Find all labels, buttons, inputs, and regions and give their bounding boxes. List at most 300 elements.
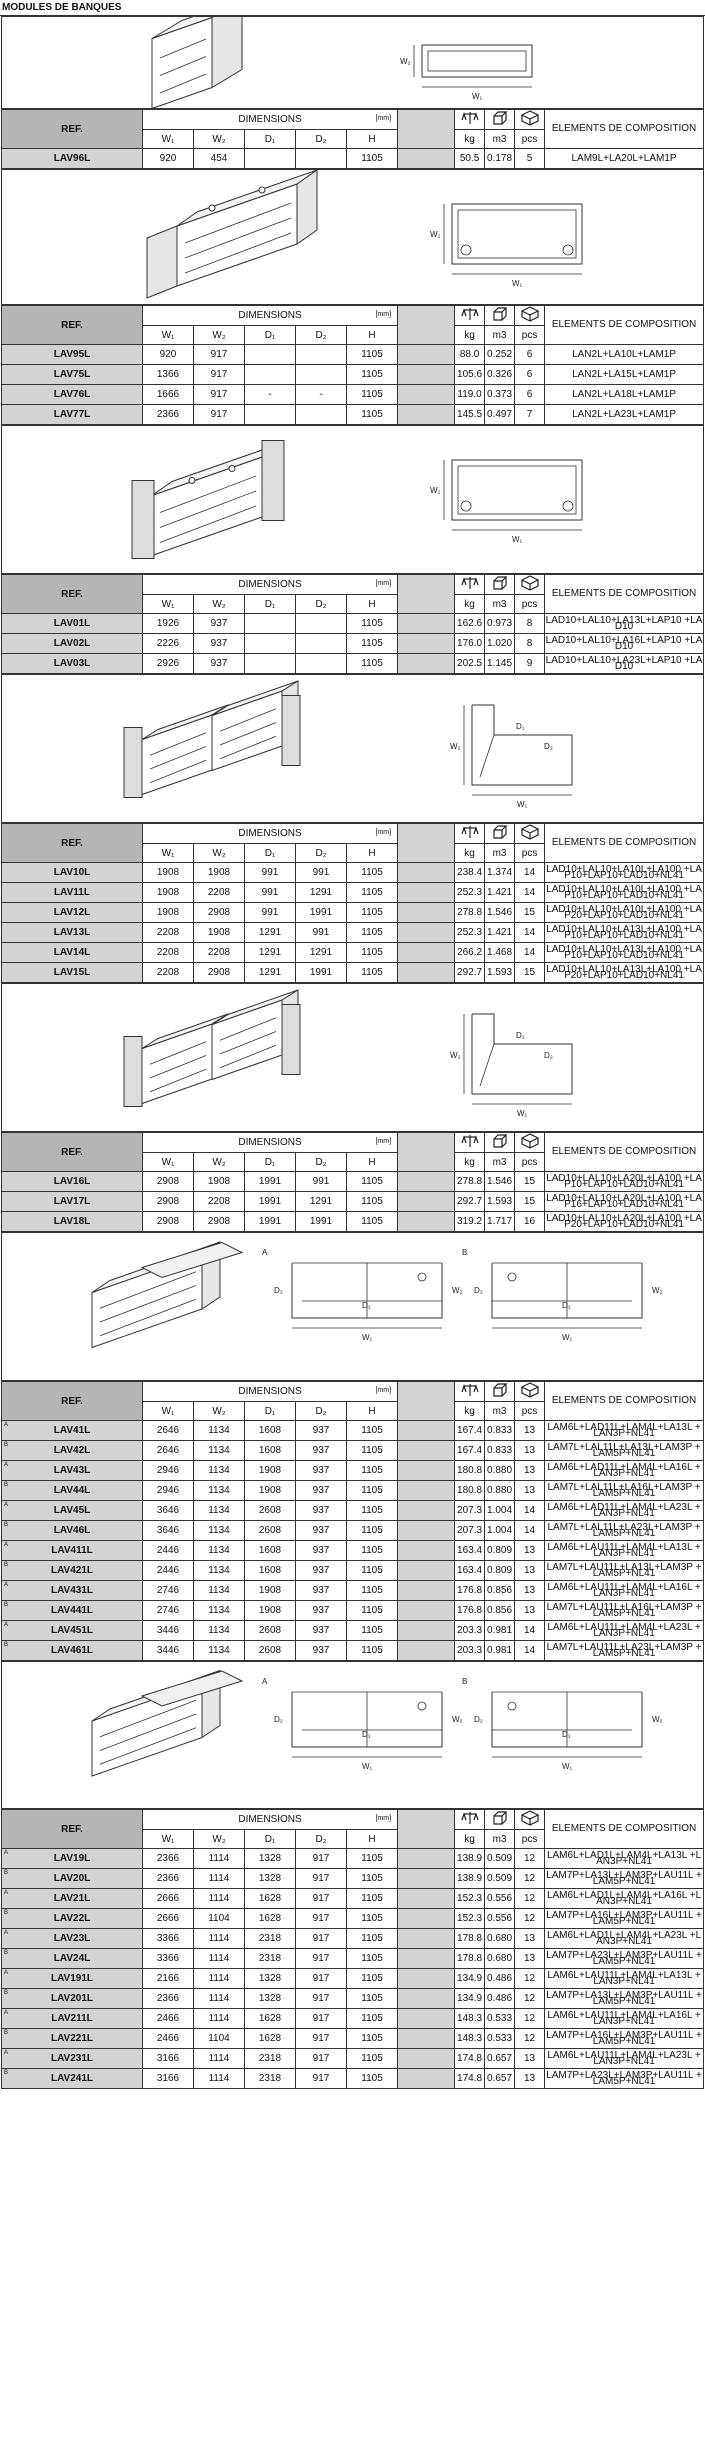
pcs-cell: 9 [515, 654, 545, 674]
h-cell: 1105 [347, 1621, 398, 1641]
w2-cell: 2208 [194, 883, 245, 903]
volume-header [485, 110, 515, 130]
h-cell: 1105 [347, 1641, 398, 1661]
m3-cell: 1.374 [485, 863, 515, 883]
volume-icon [491, 1382, 509, 1398]
ref-code: LAV19L [53, 1853, 91, 1864]
composition-cell: LAD10+LAL10+LA16L+LAP10 +LAD10 [545, 634, 703, 652]
table-row [2, 614, 704, 634]
d2-header: D₂ [296, 1402, 347, 1421]
w1-cell: 3166 [143, 2049, 194, 2069]
weight-icon [461, 110, 479, 126]
volume-header [485, 1382, 515, 1402]
variant-marker: B [4, 1950, 9, 1956]
module-drawing [2, 426, 705, 575]
d2-cell: 917 [296, 1849, 347, 1869]
ref-cell [2, 1192, 143, 1212]
gap-cell [398, 1989, 455, 2009]
h-cell: 1105 [347, 963, 398, 983]
w1-cell: 2166 [143, 1969, 194, 1989]
variant-label: B [462, 1677, 468, 1686]
module-drawing [2, 675, 705, 824]
ref-code: LAV14L [53, 947, 91, 958]
ref-code: LAV10L [53, 867, 91, 878]
ref-cell [2, 2069, 143, 2089]
dimensions-header [143, 824, 398, 844]
kg-header: kg [455, 1402, 485, 1421]
d1-header: D₁ [245, 130, 296, 149]
dim-label-w2: W₂ [400, 57, 411, 66]
d1-cell: 1908 [245, 1461, 296, 1481]
weight-icon [461, 306, 479, 322]
w2-cell: 1114 [194, 1989, 245, 2009]
volume-icon-front [494, 581, 502, 589]
weight-icon-pan [462, 828, 466, 834]
m3-header: m3 [485, 1153, 515, 1172]
dim-label-d1: D₁ [362, 1301, 371, 1310]
plan-view [262, 1677, 463, 1771]
w2-cell: 1114 [194, 1869, 245, 1889]
h-cell: 1105 [347, 1192, 398, 1212]
kg-cell: 162.6 [455, 614, 485, 634]
w2-cell: 1114 [194, 2049, 245, 2069]
composition-cell: LAM7P+LA13L+LAM3P+LAU11L +LAM5P+NL41 [546, 1869, 702, 1887]
ref-code: LAV96L [53, 153, 91, 164]
gap-cell [398, 1869, 455, 1889]
w1-header: W₁ [143, 1830, 194, 1849]
m3-cell: 0.856 [485, 1581, 515, 1601]
d1-header: D₁ [245, 595, 296, 614]
ref-cell [2, 405, 143, 425]
composition-cell: LAM6L+LAU11L+LAM4L+LA23L +LAN3P+NL41 [545, 2049, 704, 2069]
kg-cell: 252.3 [455, 883, 485, 903]
m3-header: m3 [485, 1402, 515, 1421]
volume-icon [491, 1133, 509, 1149]
d2-cell: 937 [296, 1521, 347, 1541]
d2-cell [296, 405, 347, 425]
w2-cell: 917 [194, 385, 245, 405]
variant-label: B [462, 1248, 468, 1257]
composition-cell: LAM6L+LAD11L+LAM4L+LA16L +LAN3P+NL41 [545, 1461, 704, 1481]
weight-icon-pan [474, 579, 478, 585]
weight-icon-pan [462, 1137, 466, 1143]
module-drawing [2, 1662, 705, 1810]
composition-header: ELEMENTS DE COMPOSITION [545, 1810, 704, 1849]
d1-cell [245, 149, 296, 169]
pcs-cell: 13 [515, 1601, 545, 1621]
gap-cell [398, 1949, 455, 1969]
grommet [189, 478, 195, 484]
dim-label-w1: W₁ [517, 1109, 528, 1118]
w1-cell: 2366 [143, 405, 194, 425]
pcs-cell: 12 [515, 1909, 545, 1929]
m3-cell: 0.486 [485, 1969, 515, 1989]
m3-cell: 0.556 [485, 1889, 515, 1909]
dim-label-d1: D₁ [516, 1031, 525, 1040]
variant-marker: A [4, 2010, 9, 2016]
kg-cell: 167.4 [455, 1441, 485, 1461]
d2-cell: 991 [296, 1172, 347, 1192]
w2-header: W₂ [194, 130, 245, 149]
kg-cell: 178.8 [455, 1949, 485, 1969]
ref-cell [2, 2009, 143, 2029]
m3-cell: 0.326 [485, 365, 515, 385]
volume-icon-front [494, 1816, 502, 1824]
d1-cell [245, 405, 296, 425]
ref-cell [2, 1441, 143, 1461]
dimensions-label: DIMENSIONS [238, 828, 302, 839]
h-cell: 1105 [347, 1581, 398, 1601]
ref-cell [2, 365, 143, 385]
d2-cell: 1291 [296, 1192, 347, 1212]
weight-icon-pan [462, 114, 466, 120]
m3-cell: 0.533 [485, 2009, 515, 2029]
ref-cell [2, 923, 143, 943]
weight-icon-pan [462, 1814, 466, 1820]
w1-cell: 1908 [143, 883, 194, 903]
variant-marker: A [4, 1542, 9, 1548]
dim-label-w2: W₂ [452, 1286, 463, 1295]
weight-header [455, 824, 485, 844]
m3-cell: 0.981 [485, 1641, 515, 1661]
m3-cell: 0.833 [485, 1441, 515, 1461]
dimensions-label: DIMENSIONS [238, 579, 302, 590]
composition-cell: LAM7L+LAU11L+LA23L+LAM3P +LAM5P+NL41 [545, 1641, 704, 1661]
composition-cell: LAN2L+LA15L+LAM1P [545, 365, 704, 385]
dim-label-w2: W₂ [652, 1286, 663, 1295]
grommet [259, 187, 265, 193]
pcs-cell: 14 [515, 923, 545, 943]
h-cell: 1105 [347, 365, 398, 385]
w2-cell: 1114 [194, 1929, 245, 1949]
m3-cell: 0.657 [485, 2049, 515, 2069]
d2-cell: 917 [296, 2069, 347, 2089]
pcs-cell: 13 [515, 1541, 545, 1561]
module-drawing [2, 984, 705, 1133]
ref-cell [2, 1212, 143, 1232]
dim-label-w2: W₂ [652, 1715, 663, 1724]
w2-cell: 937 [194, 614, 245, 634]
ref-cell [2, 883, 143, 903]
ref-code: LAV75L [53, 369, 91, 380]
pcs-cell: 13 [515, 2049, 545, 2069]
pcs-cell: 6 [515, 345, 545, 365]
h-cell: 1105 [347, 654, 398, 674]
w1-cell: 2446 [143, 1561, 194, 1581]
header-gap [398, 824, 455, 863]
w1-cell: 2366 [143, 1989, 194, 2009]
composition-cell: LAD10+LAL10+LA13L+LA100 +LAP10+LAP10+LAD10+NL41 [546, 943, 702, 961]
d2-cell: 1291 [296, 943, 347, 963]
h-cell: 1105 [347, 1521, 398, 1541]
w1-cell: 2446 [143, 1541, 194, 1561]
dim-label-w1: W₁ [517, 800, 528, 809]
module-m3 [1, 425, 704, 674]
d2-cell: 917 [296, 1869, 347, 1889]
pcs-cell: 13 [515, 1421, 545, 1441]
w2-cell: 937 [194, 654, 245, 674]
h-cell: 1105 [347, 1441, 398, 1461]
composition-cell: LAM6L+LAD11L+LAM4L+LA23L +LAN3P+NL41 [545, 1501, 704, 1521]
gap-cell [398, 2069, 455, 2089]
header-gap [398, 1810, 455, 1849]
table-row [2, 1969, 704, 1989]
ref-code: LAV43L [53, 1465, 91, 1476]
d1-cell: 991 [245, 903, 296, 923]
pcs-cell: 13 [515, 1949, 545, 1969]
kg-cell: 178.8 [455, 1929, 485, 1949]
ref-code: LAV191L [50, 1973, 94, 1984]
d1-cell: 2608 [245, 1641, 296, 1661]
composition-cell: LAN2L+LA18L+LAM1P [545, 385, 704, 405]
d1-cell: 1328 [245, 1849, 296, 1869]
w1-cell: 2746 [143, 1581, 194, 1601]
w2-cell: 1114 [194, 1889, 245, 1909]
module-figure [1, 169, 704, 305]
kg-cell: 163.4 [455, 1541, 485, 1561]
pcs-cell: 14 [515, 1621, 545, 1641]
table-row [2, 345, 704, 365]
h-header: H [347, 1153, 398, 1172]
dim-label-w1: W₁ [472, 92, 483, 101]
d1-header: D₁ [245, 1153, 296, 1172]
kg-cell: 145.5 [455, 405, 485, 425]
composition-cell: LAM6L+LAU11L+LAM4L+LA23L +LAN3P+NL41 [545, 1621, 704, 1641]
composition-cell: LAM7P+LA23L+LAM3P+LAU11L +LAM5P+NL41 [546, 1949, 702, 1967]
w1-cell: 2208 [143, 943, 194, 963]
w2-cell: 1908 [194, 1172, 245, 1192]
d2-cell: 1291 [296, 883, 347, 903]
kg-cell: 148.3 [455, 2029, 485, 2049]
modules-container [0, 16, 705, 2089]
d1-cell: 1608 [245, 1421, 296, 1441]
gap-cell [398, 1909, 455, 1929]
counter-illustration [92, 1242, 242, 1348]
kg-cell: 180.8 [455, 1461, 485, 1481]
h-cell: 1105 [347, 863, 398, 883]
dim-label-d2: D₂ [474, 1286, 483, 1295]
ref-code: LAV221L [50, 2033, 94, 2044]
w2-cell: 1908 [194, 863, 245, 883]
pcs-cell: 13 [515, 1481, 545, 1501]
gap-cell [398, 365, 455, 385]
weight-icon-pan [474, 1386, 478, 1392]
pcs-cell: 13 [515, 2069, 545, 2089]
d2-cell: 917 [296, 1969, 347, 1989]
volume-header [485, 1810, 515, 1830]
gap-cell [398, 903, 455, 923]
variant-marker: A [4, 2050, 9, 2056]
kg-header: kg [455, 326, 485, 345]
kg-cell: 138.9 [455, 1849, 485, 1869]
w1-cell: 1908 [143, 863, 194, 883]
ref-header: REF. [2, 1382, 143, 1421]
w1-cell: 2366 [143, 1849, 194, 1869]
package-header [515, 1810, 545, 1830]
table-row [2, 1501, 704, 1521]
kg-cell: 119.0 [455, 385, 485, 405]
package-icon-top [522, 825, 538, 833]
pcs-header: pcs [515, 130, 545, 149]
pcs-cell: 14 [515, 943, 545, 963]
table-row [2, 943, 704, 963]
dim-label-w1: W₁ [512, 535, 523, 544]
ref-code: LAV23L [53, 1933, 91, 1944]
module-figure [1, 1232, 704, 1381]
package-icon [521, 110, 539, 126]
gap-cell [398, 149, 455, 169]
m3-cell: 1.546 [485, 903, 515, 923]
w2-cell: 1134 [194, 1501, 245, 1521]
d1-cell: 2318 [245, 2049, 296, 2069]
weight-header [455, 1133, 485, 1153]
d2-cell: 1991 [296, 903, 347, 923]
w1-cell: 3166 [143, 2069, 194, 2089]
m3-header: m3 [485, 326, 515, 345]
ref-code: LAV03L [53, 658, 91, 669]
h-cell: 1105 [347, 1849, 398, 1869]
d1-cell: 1608 [245, 1561, 296, 1581]
composition-cell: LAM6L+LAD1L+LAM4L+LA13L +LAN3P+NL41 [545, 1849, 704, 1869]
m3-header: m3 [485, 595, 515, 614]
d1-cell: 1291 [245, 923, 296, 943]
w2-cell: 1908 [194, 923, 245, 943]
ref-header: REF. [2, 110, 143, 149]
pcs-cell: 14 [515, 1521, 545, 1541]
w2-header: W₂ [194, 1153, 245, 1172]
ref-code: LAV95L [53, 349, 91, 360]
dimensions-header [143, 575, 398, 595]
table-row [2, 903, 704, 923]
d1-cell [245, 654, 296, 674]
ref-code: LAV22L [53, 1913, 91, 1924]
w1-cell: 2226 [143, 634, 194, 654]
package-header [515, 575, 545, 595]
gap-cell [398, 1212, 455, 1232]
pcs-cell: 13 [515, 1461, 545, 1481]
d2-cell: 991 [296, 923, 347, 943]
variant-marker: B [4, 1870, 9, 1876]
ref-cell [2, 1969, 143, 1989]
kg-cell: 105.6 [455, 365, 485, 385]
ref-cell [2, 1909, 143, 1929]
dim-label-d2: D₂ [544, 1051, 553, 1060]
plan-view [450, 1014, 572, 1118]
ref-header: REF. [2, 575, 143, 614]
w2-cell: 2908 [194, 963, 245, 983]
pcs-cell: 13 [515, 1581, 545, 1601]
pcs-cell: 12 [515, 1969, 545, 1989]
d1-cell: 1328 [245, 1989, 296, 2009]
pcs-cell: 13 [515, 1929, 545, 1949]
ref-cell [2, 1461, 143, 1481]
d1-cell [245, 345, 296, 365]
variant-marker: A [4, 1890, 9, 1896]
volume-icon [491, 575, 509, 591]
variant-marker: B [4, 2070, 9, 2076]
h-cell: 1105 [347, 1949, 398, 1969]
dimensions-label: DIMENSIONS [238, 310, 302, 321]
table-row [2, 654, 704, 674]
ref-header: REF. [2, 824, 143, 863]
w2-cell: 2908 [194, 1212, 245, 1232]
ref-code: LAV451L [50, 1625, 94, 1636]
ref-header: REF. [2, 306, 143, 345]
variant-label: A [262, 1677, 268, 1686]
kg-header: kg [455, 1153, 485, 1172]
volume-header [485, 824, 515, 844]
composition-cell: LAM7L+LAL11L+LA16L+LAM3P +LAM5P+NL41 [545, 1481, 704, 1501]
ref-cell [2, 1989, 143, 2009]
d2-cell: 937 [296, 1641, 347, 1661]
dim-label-w2: W₂ [452, 1715, 463, 1724]
w1-header: W₁ [143, 326, 194, 345]
d2-cell: 937 [296, 1501, 347, 1521]
composition-header: ELEMENTS DE COMPOSITION [545, 306, 704, 345]
w2-cell: 1134 [194, 1601, 245, 1621]
variant-marker: B [4, 1482, 9, 1488]
spec-table [1, 109, 704, 169]
h-header: H [347, 1830, 398, 1849]
spec-table [1, 823, 704, 983]
ref-code: LAV15L [53, 967, 91, 978]
module-m1 [1, 16, 704, 169]
pcs-cell: 13 [515, 1441, 545, 1461]
w1-header: W₁ [143, 1402, 194, 1421]
table-row [2, 1421, 704, 1441]
volume-icon-front [494, 1388, 502, 1396]
kg-cell: 176.0 [455, 634, 485, 654]
variant-marker: B [4, 1642, 9, 1648]
composition-header: ELEMENTS DE COMPOSITION [545, 1133, 704, 1172]
kg-cell: 203.3 [455, 1641, 485, 1661]
weight-icon [461, 1133, 479, 1149]
header-gap [398, 110, 455, 149]
module-figure [1, 983, 704, 1132]
d1-cell: 1328 [245, 1969, 296, 1989]
ref-cell [2, 1501, 143, 1521]
m3-header: m3 [485, 1830, 515, 1849]
package-header [515, 1133, 545, 1153]
kg-cell: 278.8 [455, 903, 485, 923]
h-cell: 1105 [347, 345, 398, 365]
gap-cell [398, 963, 455, 983]
m3-cell: 0.497 [485, 405, 515, 425]
header-gap [398, 306, 455, 345]
package-icon-top [522, 307, 538, 315]
ref-cell [2, 1949, 143, 1969]
table-row [2, 2029, 704, 2049]
w1-cell: 2908 [143, 1192, 194, 1212]
h-cell: 1105 [347, 1461, 398, 1481]
w2-cell: 1134 [194, 1561, 245, 1581]
ref-cell [2, 385, 143, 405]
composition-cell: LAD10+LAL10+LA13L+LA100 +LAP20+LAP10+LAD10+NL41 [546, 963, 702, 981]
pcs-cell: 14 [515, 863, 545, 883]
pcs-header: pcs [515, 1402, 545, 1421]
plan-outline [472, 1014, 572, 1094]
m3-cell: 0.509 [485, 1849, 515, 1869]
d1-cell: 2318 [245, 1949, 296, 1969]
h-header: H [347, 1402, 398, 1421]
h-header: H [347, 130, 398, 149]
composition-cell: LAM6L+LAD11L+LAM4L+LA13L +LAN3P+NL41 [545, 1421, 704, 1441]
ref-cell [2, 1641, 143, 1661]
w2-header: W₂ [194, 595, 245, 614]
ref-cell [2, 963, 143, 983]
ref-cell [2, 634, 143, 654]
kg-cell: 134.9 [455, 1969, 485, 1989]
